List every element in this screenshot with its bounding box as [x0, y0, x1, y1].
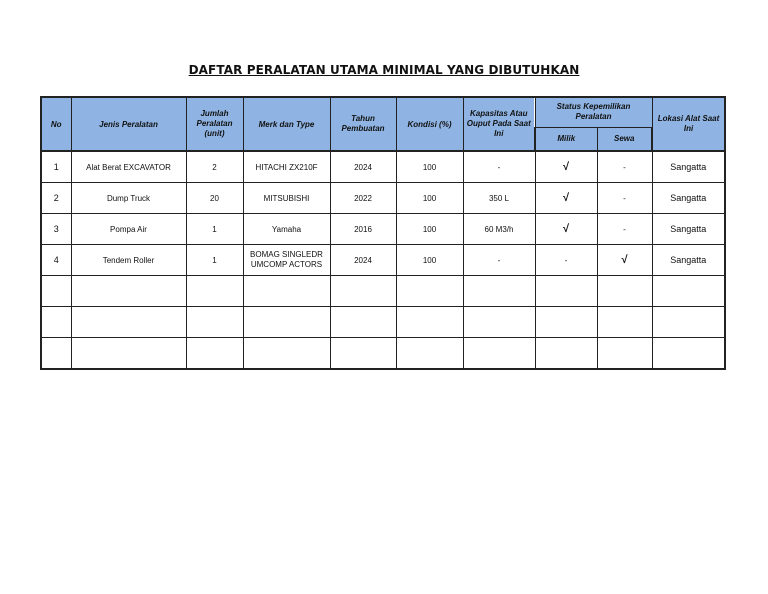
cell-jenis: Dump Truck [71, 183, 186, 214]
header-milik: Milik [535, 127, 597, 151]
cell-jumlah: 20 [186, 183, 243, 214]
empty-cell [652, 276, 725, 307]
header-jenis-peralatan: Jenis Peralatan [71, 97, 186, 151]
empty-cell [71, 276, 186, 307]
cell-kondisi: 100 [396, 183, 463, 214]
document-title: DAFTAR PERALATAN UTAMA MINIMAL YANG DIBUTUHKAN [188, 63, 580, 77]
empty-cell [652, 338, 725, 370]
header-status-label: Status Kepemilikan Peralatan [556, 102, 631, 122]
cell-merk: Yamaha [243, 214, 330, 245]
empty-cell [243, 307, 330, 338]
empty-cell [597, 338, 652, 370]
empty-cell [330, 338, 396, 370]
empty-cell [396, 307, 463, 338]
cell-kapasitas: 60 M3/h [463, 214, 535, 245]
cell-jenis: Tendem Roller [71, 245, 186, 276]
cell-merk: MITSUBISHI [243, 183, 330, 214]
empty-table-row [41, 276, 725, 307]
header-jumlah-label: Jumlah Peralatan (unit) [196, 109, 233, 138]
cell-tahun: 2022 [330, 183, 396, 214]
empty-cell [41, 307, 71, 338]
table-row [41, 245, 725, 276]
cell-merk-text: BOMAG SINGLEDRUMCOMP ACTORS [250, 250, 323, 269]
cell-milik: √ [535, 183, 597, 214]
header-kondisi: Kondisi (%) [396, 97, 463, 151]
cell-sewa: - [597, 151, 652, 183]
empty-cell [597, 307, 652, 338]
empty-cell [535, 307, 597, 338]
table-row [41, 151, 725, 183]
empty-cell [41, 276, 71, 307]
empty-cell [243, 276, 330, 307]
header-status-kepemilikan [535, 97, 652, 127]
cell-lokasi: Sangatta [652, 214, 725, 245]
empty-cell [396, 338, 463, 370]
empty-cell [652, 307, 725, 338]
empty-cell [330, 307, 396, 338]
cell-kondisi: 100 [396, 151, 463, 183]
cell-jumlah: 1 [186, 245, 243, 276]
empty-cell [186, 276, 243, 307]
header-kapasitas-label: Kapasitas Atau Ouput Pada Saat Ini [466, 109, 531, 138]
cell-milik: - [535, 245, 597, 276]
cell-jumlah: 1 [186, 214, 243, 245]
empty-cell [243, 338, 330, 370]
cell-lokasi: Sangatta [652, 245, 725, 276]
empty-cell [71, 307, 186, 338]
cell-no: 2 [41, 183, 71, 214]
cell-sewa: √ [597, 245, 652, 276]
header-tahun-pembuatan [330, 97, 396, 151]
header-lokasi-label: Lokasi Alat Saat Ini [657, 114, 720, 133]
cell-tahun: 2024 [330, 151, 396, 183]
empty-table-row [41, 338, 725, 370]
cell-kapasitas: - [463, 245, 535, 276]
cell-tahun: 2016 [330, 214, 396, 245]
empty-cell [535, 276, 597, 307]
cell-no: 1 [41, 151, 71, 183]
cell-milik: √ [535, 214, 597, 245]
empty-cell [186, 307, 243, 338]
cell-kondisi: 100 [396, 214, 463, 245]
header-jumlah-peralatan [186, 97, 243, 151]
table-row [41, 183, 725, 214]
cell-jenis: Alat Berat EXCAVATOR [71, 151, 186, 183]
empty-cell [41, 338, 71, 370]
header-lokasi [652, 97, 725, 151]
cell-kapasitas: 350 L [463, 183, 535, 214]
empty-table-row [41, 307, 725, 338]
cell-jenis: Pompa Air [71, 214, 186, 245]
empty-cell [463, 307, 535, 338]
cell-milik: √ [535, 151, 597, 183]
empty-cell [535, 338, 597, 370]
empty-cell [463, 338, 535, 370]
empty-cell [71, 338, 186, 370]
cell-kapasitas: - [463, 151, 535, 183]
equipment-table [40, 96, 726, 370]
header-tahun-label: Tahun Pembuatan [341, 114, 385, 133]
header-sewa: Sewa [597, 127, 652, 151]
empty-cell [330, 276, 396, 307]
header-kapasitas [463, 97, 535, 151]
header-no: No [41, 97, 71, 151]
table-row [41, 214, 725, 245]
empty-cell [186, 338, 243, 370]
cell-lokasi: Sangatta [652, 151, 725, 183]
empty-cell [463, 276, 535, 307]
cell-kondisi: 100 [396, 245, 463, 276]
cell-no: 3 [41, 214, 71, 245]
cell-lokasi: Sangatta [652, 183, 725, 214]
cell-merk [243, 245, 330, 276]
cell-sewa: - [597, 214, 652, 245]
header-merk-type: Merk dan Type [243, 97, 330, 151]
cell-tahun: 2024 [330, 245, 396, 276]
empty-cell [597, 276, 652, 307]
cell-sewa: - [597, 183, 652, 214]
cell-jumlah: 2 [186, 151, 243, 183]
cell-merk: HITACHI ZX210F [243, 151, 330, 183]
cell-no: 4 [41, 245, 71, 276]
empty-cell [396, 276, 463, 307]
